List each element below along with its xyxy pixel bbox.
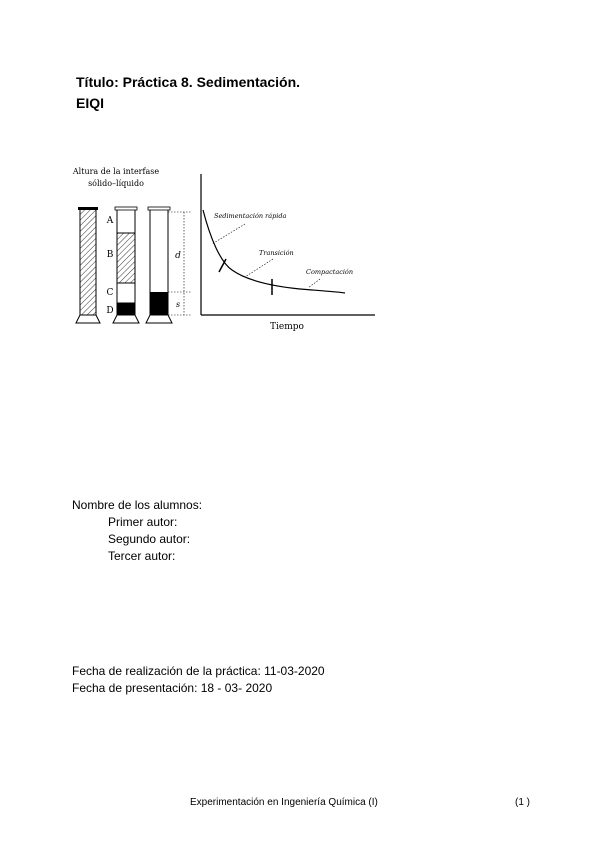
presentation-date: Fecha de presentación: 18 - 03- 2020 bbox=[72, 681, 273, 695]
students-heading: Nombre de los alumnos: bbox=[72, 498, 203, 512]
author-1: Primer autor: bbox=[108, 515, 178, 529]
d-label: d bbox=[175, 251, 181, 261]
footer-course: Experimentación en Ingeniería Química (I) bbox=[190, 797, 378, 808]
realization-date: Fecha de realización de la práctica: 11-03-2020 bbox=[72, 664, 325, 678]
sedimentation-diagram bbox=[70, 162, 380, 340]
practice-subtitle: EIQI bbox=[76, 95, 105, 111]
author-2: Segundo autor: bbox=[108, 532, 191, 546]
figure-caption-line1: Altura de la interfase bbox=[72, 167, 160, 176]
curve-label-fast: Sedimentación rápida bbox=[214, 212, 287, 220]
zone-label-c: C bbox=[106, 288, 114, 298]
curve-label-transition: Transición bbox=[259, 249, 294, 257]
graph-axes bbox=[201, 174, 375, 315]
students-block bbox=[72, 497, 202, 565]
author-3: Tercer autor: bbox=[108, 549, 176, 563]
page-number: (1 ) bbox=[515, 797, 530, 808]
page-footer bbox=[190, 797, 530, 808]
practice-title: Título: Práctica 8. Sedimentación. bbox=[76, 74, 301, 90]
zone-label-b: B bbox=[106, 250, 114, 260]
curve-label-compaction: Compactación bbox=[306, 268, 354, 276]
x-axis-label: Tiempo bbox=[270, 322, 304, 332]
sedimentation-figure bbox=[70, 162, 380, 340]
zone-label-a: A bbox=[106, 216, 114, 226]
cylinder-final bbox=[146, 207, 172, 323]
figure-caption-line2: sólido–líquido bbox=[88, 179, 144, 188]
cylinder-zones bbox=[113, 207, 139, 323]
cylinder-initial bbox=[76, 207, 100, 323]
zone-label-d: D bbox=[106, 306, 114, 316]
dates-block bbox=[72, 663, 325, 697]
document-title-block bbox=[76, 72, 300, 114]
s-label: s bbox=[175, 300, 181, 309]
